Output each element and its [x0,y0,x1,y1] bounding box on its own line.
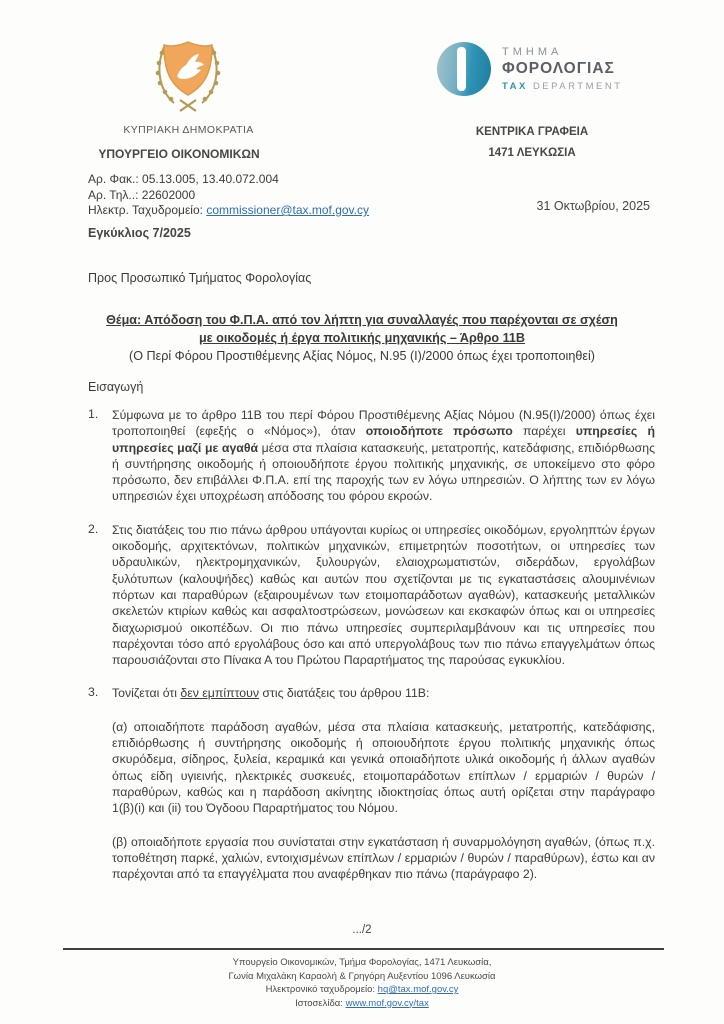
page-continuation-marker: .../2 [352,924,372,936]
phone-row [88,188,369,204]
footer-email-link[interactable]: hq@tax.mof.gov.cy [377,984,459,995]
footer-address-line-2: Γωνία Μιχαλάκη Καραολή & Γρηγόρη Αυξεντίου 1096 Λευκωσία [228,970,496,982]
footer-address-line-1: Υπουργείο Οικονομικών, Τμήμα Φορολογίας, 1471 Λευκωσία, [232,957,492,968]
central-offices-block [440,122,624,164]
tax-department-logo-text [502,46,623,93]
tax-department-logo [437,42,623,96]
email-label: Ηλεκτρ. Ταχυδρομείο: [88,203,203,217]
paragraph-3b-text: (β) οποιαδήποτε εργασία που συνίσταται στην εγκατάσταση ή συναρμολόγηση αγαθών, (όπως π.χ. τοποθέτηση παρκέ, χαλιών, εντοιχισμένων επίπλων / ερμαριών / θυρών / παραθύρων), έστω και αν παρέχονται από τα επαγγέλματα που αναφέρθηκαν πιο πάνω (παράγραφο 2). [112,834,655,882]
footer-website-label: Ιστοσελίδα: [295,997,343,1009]
paragraph-3-text: Τονίζεται ότι δεν εμπίπτουν στις διατάξεις του άρθρου 11Β: [112,686,430,701]
tax-department-logo-icon [437,42,491,96]
paragraph-3 [88,685,655,701]
subject-block [82,312,642,365]
cyprus-coat-of-arms-icon [149,34,227,118]
footer-website-row [0,997,724,1011]
footer-block [0,956,724,1010]
logo-department-text: DEPARTMENT [532,80,623,92]
file-number-label: Αρ. Φακ.: [88,172,139,186]
paragraph-2-text: Στις διατάξεις του πιο πάνω άρθρου υπάγονται κυρίως οι υπηρεσίες οικοδόμων, εργοληπτών έργων οικοδομής, αρχιτεκτόνων, πολιτικών μηχανικών, επιμετρητών ποσοτήτων, οι υπηρεσίες των υδραυλικών, ηλεκτρομηχανικών, ξυλουργών, ελαιοχρωματιστών, σιδεράδων, εργολάβων ξυλότυπων (καλουψήδες) καθώς και αυτών που σχετίζονται με τις εγκαταστάσεις αλουμινένιων πόρτων και παραθύρων (εξαιρουμένων των ετοιμοπαράδοτων αγαθών), κατασκευής μεταλλικών σκελετών κτιρίων καθώς και ασφαλτοστρώσεων, μονώσεων και εκσκαφών όπως και οι υπηρεσίες διαχωρισμού οικοπέδων. Οι πιο πάνω υπηρεσίες συμπεριλαμβάνουν και τις υπηρεσίες που παρέχονται τόσο από εργολάβους όσο και από υπεργολάβους των πιο πάνω επαγγελμάτων όπως παρουσιάζονται στο Πίνακα Α του Πρώτου Παραρτήματος της παρούσας εγκυκλίου. [112,522,655,668]
cyprus-coat-of-arms [148,34,228,123]
paragraph-1-text: Σύμφωνα με το άρθρο 11Β του περί Φόρου Προστιθέμενης Αξίας Νόμου (Ν.95(Ι)/2000) όπως έχει τροποποιηθεί (εφεξής ο «Νόμος»), όταν οποιοδήποτε πρόσωπο παρέχει υπηρεσίες ή υπηρεσίες μαζί με αγαθά μέσα στα πλαίσια κατασκευής, μετατροπής, κατεδάφισης, επιδιόρθωσης ή συντήρησης οικοδομής ή οποιουδήποτε έργου πολιτικής μηχανικής, σε υποκείμενο στο φόρο πρόσωπο, δεν επιβάλλει Φ.Π.Α. επί της παροχής των εν λόγω υπηρεσιών. Ο λήπτης των εν λόγω υπηρεσιών έχει υποχρέωση απόδοσης του φόρου εκροών. [112,408,656,504]
file-number-value: 05.13.005, 13.40.072.004 [142,172,279,186]
file-number-row [88,172,369,188]
paragraph-list [88,407,655,882]
logo-bar-shape [457,47,466,91]
paragraph-2-marker: 2. [88,521,99,536]
ministry-title: ΥΠΟΥΡΓΕΙΟ ΟΙΚΟΝΟΜΙΚΩΝ [98,147,260,161]
footer-email-row [0,983,724,997]
circular-number: Εγκύκλιος 7/2025 [88,226,191,240]
paragraph-1-marker: 1. [88,407,99,421]
phone-label: Αρ. Τηλ..: [88,187,139,202]
logo-tmima-text: ΤΜΗΜΑ [502,45,563,58]
contact-block [88,172,369,219]
subject-line-2: με οικοδομές ή έργα πολιτικής μηχανικής – Άρθρο 11Β [198,330,526,345]
footer-email-label: Ηλεκτρονικό ταχυδρομείο: [265,984,376,995]
logo-tax-text: TAX [502,80,528,92]
commissioner-email-link[interactable]: commissioner@tax.mof.gov.cy [206,203,369,217]
footer-divider [63,948,664,950]
logo-forologias-text: ΦΟΡΟΛΟΓΙΑΣ [502,60,615,78]
paragraph-1 [88,407,655,505]
addressee-line: Προς Προσωπικό Τμήματος Φορολογίας [88,271,312,285]
email-row [88,203,369,219]
paragraph-2 [88,522,655,669]
central-offices-line: ΚΕΝΤΡΙΚΑ ΓΡΑΦΕΙΑ [475,126,589,138]
footer-website-link[interactable]: www.mof.gov.cy/tax [345,997,429,1009]
paragraph-3-marker: 3. [88,685,99,700]
paragraph-3a-text: (α) οποιαδήποτε παράδοση αγαθών, μέσα στα πλαίσια κατασκευής, μετατροπής, κατεδάφισης, επιδιόρθωσης ή συντήρησης οικοδομής ή οποιουδήποτε έργου πολιτικής μηχανικής όπως σκυρόδεμα, σίδηρος, ξυλεία, κεραμικά και γενικά οποιαδήποτε υλικά οικοδομής ή άλλων αγαθών όπως είδη υγιεινής, ηλεκτρικές συσκευές, ετοιμοπαράδοτων επίπλων / ερμαριών / θυρών / παραθύρων, καθώς και η παράδοση ακίνητης ιδιοκτησίας όπως αυτή ορίζεται στην παράγραφο 1(β)(i) και (ii) του Όγδοου Παραρτήματος του Νόμου. [112,719,655,816]
document-body [0,224,724,882]
subject-law-reference: (Ο Περί Φόρου Προστιθέμενης Αξίας Νόμος, Ν.95 (Ι)/2000 όπως έχει τροποποιηθεί) [129,349,595,363]
letterhead [0,0,724,222]
document-date: 31 Οκτωβρίου, 2025 [536,199,650,213]
phone-value: 22602000 [141,187,196,202]
logo-english-text [502,81,623,93]
subject-line-1: Θέμα: Απόδοση του Φ.Π.Α. από τον λήπτη για συναλλαγές που παρέχονται σε σχέση [106,313,618,327]
intro-heading: Εισαγωγή [88,380,144,394]
republic-title: ΚΥΠΡΙΑΚΗ ΔΗΜΟΚΡΑΤΙΑ [123,124,254,136]
central-offices-city: 1471 ΛΕΥΚΩΣΙΑ [488,147,576,159]
